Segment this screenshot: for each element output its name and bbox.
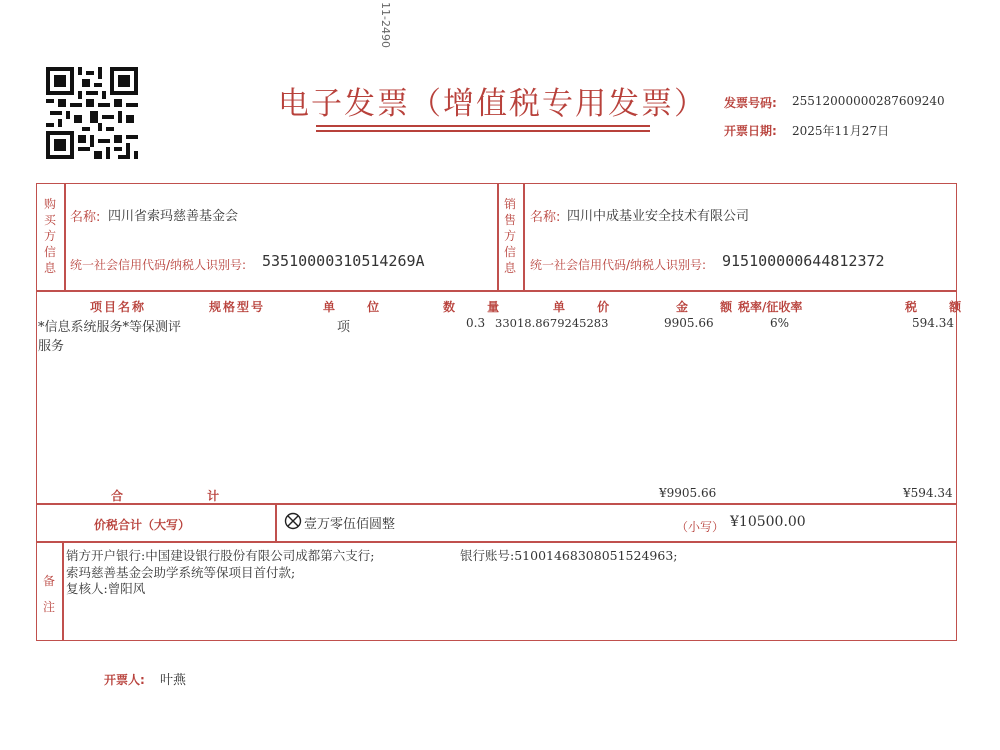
col-spec: 规格型号 [209, 300, 266, 314]
item-quantity: 0.3 [466, 316, 486, 330]
buyer-section-label: 购买方信息 [43, 197, 56, 275]
divider-seller-label [523, 183, 525, 290]
handwritten-mark: 11-2490 [379, 2, 392, 48]
issuer-name: 叶燕 [160, 673, 187, 688]
col-quantity: 数 量 [443, 300, 514, 314]
divider-buyer-seller [497, 183, 499, 290]
col-amount: 金 额 [676, 300, 747, 314]
col-unit: 单 位 [323, 300, 394, 314]
item-unit: 项 [337, 320, 351, 335]
buyer-tax-label: 统一社会信用代码/纳税人识别号: [70, 258, 247, 272]
seller-tax-label: 统一社会信用代码/纳税人识别号: [530, 258, 707, 272]
item-amount: 9905.66 [664, 316, 714, 330]
col-item-name: 项目名称 [90, 300, 147, 314]
invoice-date-label: 开票日期: [724, 124, 777, 138]
seller-name-label: 名称: [530, 210, 561, 225]
divider-buyer-label [64, 183, 66, 290]
divider-grand-bottom [36, 541, 957, 543]
col-tax-amount: 税 额 [905, 300, 976, 314]
remark-bank: 销方开户银行:中国建设银行股份有限公司成都第六支行; [66, 548, 375, 563]
invoice-number: 25512000000287609240 [792, 94, 945, 108]
total-amount: ¥9905.66 [659, 486, 717, 500]
item-unit-price: 33018.8679245283 [495, 316, 609, 330]
total-label: 合 计 [111, 489, 260, 503]
remarks-section-label: 备注 [42, 574, 55, 614]
title-underline-bottom [316, 130, 650, 132]
cross-circle-icon [284, 512, 302, 530]
seller-section-label: 销售方信息 [503, 197, 516, 275]
seller-tax-id: 915100000644812372 [722, 252, 885, 270]
invoice-title: 电子发票（增值税专用发票） [278, 86, 707, 122]
remark-project: 索玛慈善基金会助学系统等保项目首付款; [66, 565, 296, 580]
item-name-line1: *信息系统服务*等保测评 [38, 320, 182, 335]
title-underline-top [316, 125, 650, 127]
item-name-line2: 服务 [38, 339, 65, 354]
qr-code [46, 67, 138, 159]
remark-account: 银行账号:51001468308051524963; [460, 548, 678, 563]
seller-name: 四川中成基业安全技术有限公司 [567, 209, 750, 224]
invoice-date: 2025年11月27日 [792, 124, 890, 138]
grand-total-label: 价税合计（大写） [94, 518, 191, 532]
divider-grand-label [275, 503, 277, 541]
col-tax-rate: 税率/征收率 [738, 300, 803, 314]
col-unit-price: 单 价 [553, 300, 624, 314]
item-tax-amount: 594.34 [912, 316, 954, 330]
buyer-name: 四川省索玛慈善基金会 [108, 209, 239, 224]
divider-party-bottom [36, 290, 957, 292]
grand-total-small-label: （小写） [676, 520, 725, 534]
invoice-number-label: 发票号码: [724, 96, 777, 110]
remark-reviewer: 复核人:曾阳风 [66, 581, 146, 596]
buyer-tax-id: 53510000310514269A [262, 252, 425, 270]
item-tax-rate: 6% [770, 316, 790, 330]
total-tax: ¥594.34 [903, 486, 953, 500]
divider-remarks-label [62, 541, 64, 641]
grand-total-figure: ¥10500.00 [730, 514, 806, 530]
buyer-name-label: 名称: [70, 210, 101, 225]
grand-total-words: 壹万零伍佰圆整 [304, 517, 396, 532]
issuer-label: 开票人: [104, 673, 145, 687]
